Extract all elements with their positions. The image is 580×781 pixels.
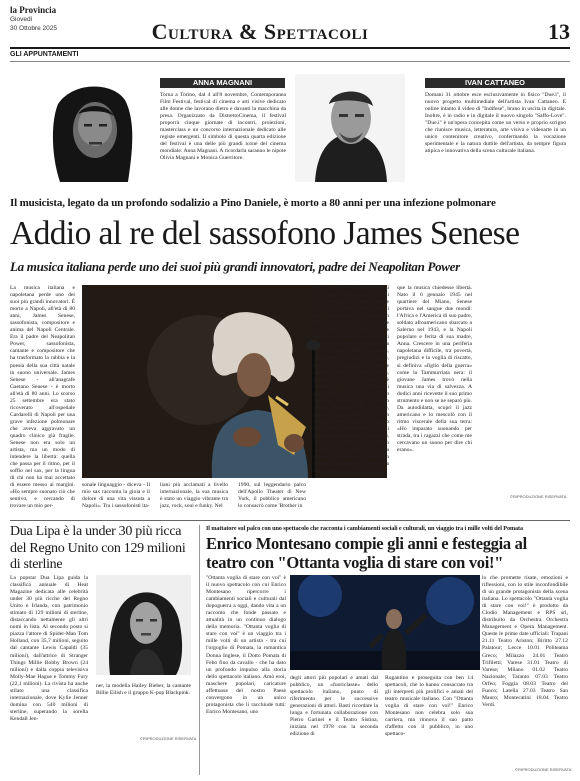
anna-magnani-photo [40, 74, 145, 182]
subsection-rule [10, 61, 570, 62]
page-number: 13 [548, 19, 570, 44]
anna-magnani-text: Torna a Torino, dal 4 all'8 novembre, Contemporanea Film Festival, festival di cinema e arti visive dedicato alle donne che lavorano dietro e davanti la macchina da presa. Organizzato da DistrettoCinema, il festival proporrà cinque giornate di incontri, proiezioni, masterclass e un concorso internazionale dedicato alle registe emergenti. Il simbolo di questa quarta edizione del festival è una delle più grandi icone del cinema mondiale: Anna Magnani. A ricordarla saranno le nipote Olivia Magnani e Monica Guerritore. [160, 92, 286, 162]
dua-lipa-text-2: ner, la modella Hailey Bieber, la cantante Billie Eilish e il gruppo K-pop Blackpink. [96, 683, 191, 697]
montesano-column-2-bottom: degli attori più popolari e amati dal pubblico, un «fuoriclasse» dello spettacolo italiano, punto di riferimento per le successive generazioni di attori. Basti ricordare la lunga e fortunata collaborazione con Pietro Garinei e il Teatro Sistina, iniziata nel 1978 con la seconda edizione di [290, 675, 378, 738]
main-article-bottom-rule [10, 520, 570, 521]
montesano-headline: Enrico Montesano compie gli anni e festeggia al teatro con "Ottanta voglia di stare con voi!" [206, 534, 527, 572]
main-article-column-5: Soul', un titolo riservato solo ai veri giganti della musica. Negli anni Sessanta e Settanta Senese fu uno dei protagonisti assoluti del movimento Neapolitan Power, la rivoluzione musicale che fuse radici partenopee e sonorità afroamericane. In quegli anni fondò gruppi entrati nella storia come The Showmen, Showmen 2 e Napoli Centrale, band di cui era tuttora leader e anima creativa. La sua carriera, lunga e ricca di successi, è costellata di collaborazioni prestigiose: da Gil Evans a Bob Marley, da Ornette Coleman all'Art Ensemble of Chicago, passando per Lester Bowie, Don Moye, Steve Thorton, Roberto De Simone, Pino Daniele (a cui fu legato da un lungo sodalizio), Tullio De Piscopo ed Enzo Avitabile. Un artista che ha saputo far dialogare Napoli con il mondo, portando il suo sax e la sua anima ovun- [314, 285, 389, 475]
header-rule [10, 47, 570, 49]
montesano-column-1: "Ottanta voglia di stare con voi" è il nuovo spettacolo con cui Enrico Montesano ripercorre i cambiamenti sociali e culturali dal dopoguerra a oggi, dando vita a un racconto che fonde passato e attualità in un continuo dialogo della memoria. "Ottanta voglia di stare con voi" è un viaggio tra i mille volti di un artista - tra cui l'orgoglio di Pomata, la romantica Donna Inglese, il Dotto Pomata di Febo fino da cavallo - che ha dato un profondo impulso alla storia dello spettacolo italiano. Amò eroi, maschere popolari, caricature affettuose del nostro Paese convergono in un unico protagonista che li racchiude tutti: Enrico Montesano, uno [206, 575, 286, 715]
dua-lipa-photo [96, 575, 191, 675]
issue-date: 30 Ottobre 2025 [10, 25, 57, 32]
masthead [10, 5, 570, 45]
main-article-headline: Addio al re del sassofono James Senese [10, 215, 520, 252]
main-article-kicker: Il musicista, legato da un profondo sodalizio a Pino Daniele, è morto a 80 anni per una infezione polmonare [10, 197, 496, 209]
main-article-column-6: que la musica chiedesse libertà. Nato il 6 gennaio 1945 nel quartiere del Miano, Senese portava nel sangue due mondi: l'Africa e l'America di suo padre, soldato afroamericano sbarcato a Salerno nel 1943, e la Napoli popolare e ferita di sua madre, Anna. Crescere in una periferia napoletana difficile, tra povertà, pregiudizi e la voglia di riscatto, si definiva «figlio della guerra» come la Tammurriata nera: il giovane James trovò nella musica una via di salvezza. A dodici anni ricevette il suo primo strumento e non se ne separò più. Da autodidatta, scoprì il jazz americano e lo mescolò con il ritmo viscerale della sua terra: «Ho imparato suonando per strada, tra i ragazzi che come me cercavano un suono per dire chi erano». [397, 285, 472, 454]
dua-lipa-headline: Dua Lipa è la under 30 più ricca del Regno Unito con 129 milioni di sterline [10, 524, 186, 572]
main-article-subhead: La musica italiana perde uno dei suoi più grandi innovatori, padre dei Neapolitan Power [10, 259, 460, 274]
montesano-kicker: Il mattatore sul palco con uno spettacolo che racconta i cambiamenti sociali e culturali, un viaggio tra i mille volti del Pomata [206, 525, 523, 532]
montesano-column-3-bottom: Rugantino e proseguita con ben 14 spettacoli, che lo hanno consacrato tra gli interpreti più prolifici e amati del teatro musicale italiano. Con "Ottanta voglia di stare con voi!" Enrico Montesano non celebra solo sua carriera, ma rinnova il suo patto d'affetto con il pubblico, in uno spettaco- [385, 675, 473, 738]
montesano-credit: ©RIPRODUZIONE RISERVATA [515, 767, 572, 772]
dua-lipa-text: La popstar Dua Lipa guida la classifica annuale di Heat Magazine dedicata alle celebrità under 30 più ricche del Regno Unito e Irlanda, con patrimonio stimato di 129 milioni di sterline, distaccando nettamente gli altri nomi in lista. Al secondo posto si piazza l'attore di Spider-Man Tom Holland, con 35,7 milioni, seguito dal cantante Lewis Capaldi (35 milioni), dall'attrice di Stranger Things Millie Bobby Brown (24 milioni) e dalla coppia televisiva Molly-Mae Hague e Tommy Fury (22,1 milioni). La rivista ha anche stilato una classifica internazionale, dove Kylie Jenner domina con 540 milioni di sterline, superando la sorella Kendall Jen- [10, 575, 88, 722]
column-divider [199, 525, 200, 775]
issue-day: Giovedì [10, 16, 33, 23]
main-article-column-3-bottom: liani più acclamati a livello internazionale, la sua musica è stato un viaggio vibrante tra jazz, rock, soul e funky. Nel [160, 482, 228, 510]
main-article-credit: ©RIPRODUZIONE RISERVATA [510, 494, 567, 499]
ivan-cattaneo-photo [295, 74, 405, 182]
subsection-label: GLI APPUNTAMENTI [10, 51, 79, 58]
main-article-column-2-bottom: sonale linguaggio - diceva - Il mio sax racconta la gioia e il dolore di una vita vissuta a Napoli». Tra i sassofonisti ita- [82, 482, 150, 510]
dua-lipa-credit: ©RIPRODUZIONE RISERVATA [140, 736, 197, 741]
ivan-cattaneo-label: IVAN CATTANEO [425, 78, 565, 88]
ivan-cattaneo-text: Domani 31 ottobre esce esclusivamente in fisico "Due.i", il nuovo progetto multimediale dell'artista Ivan Cattaneo. E online intanto il video di "Indifese", brano in uscita in digitale. Inoltre, è in radio e in digitale il nuovo singolo "Saffo-Love". "Due.i" è un'opera concepita come un verso e proprio scrigno che riunisce musica, letteratura, arte visiva e videoarte in un unico contenitore creativo, confermando la vocazione sperimentale e la natura duttile dell'artista, da sempre figura atipica e innovativa della scena culturale italiana. [425, 92, 566, 155]
enrico-montesano-photo [290, 575, 480, 670]
main-article-column-4-bottom: 1990, sul leggendario palco dell'Apollo Theater di New York, il pubblico americano lo consacrò come 'Brother in [238, 482, 306, 510]
montesano-column-4: lo che promette risate, emozioni e riflessioni, con lo stile inconfondibile di un grande protagonista della scena italiana. Lo spettacolo "Ottanta voglia di stare con voi!" è prodotto da Clodio Management e RPS srl, distribuito da Orchestra Orchestra Management e Opera Management. Queste le prime date ufficiali: Trapani 21.11 Teatro Ariston; Biritto 27.12 Palatour; Lecce 10.01 Politeama Greco; Milazzo 24.01 Teatro Trifiletti; Varese 31.01 Teatro di Varese; Milano 01.02 Teatro Nazionale; Taranto 07.03 Teatro Orfeo; Foggia 08.03 Teatro del Fuoco; Latella 27.03 Teatro San Mauro; Montecatini 18.04 Teatro Verdi. [482, 575, 568, 708]
anna-magnani-label: ANNA MAGNANI [160, 78, 285, 88]
section-title: Cultura & Spettacoli [151, 19, 369, 44]
main-article-column-1: La musica italiana e napoletana perde uno dei suoi più grandi innovatori. È morto a Napoli, all'età di 80 anni, James Senese, sassofonista, compositore e anima del Napoli Centrale. Era il padre del Neapolitan Power, sassofonista, cantante e compositore che ha trasformato la rabbia e la poesia della sua città natale in suono universale. James Senese - all'anagrafe Gaetano Senese - è morto all'età di 80 anni. Lo scorso 25 settembre era stato ricoverato all'ospedale Cardarelli di Napoli per una grave infezione polmonare che aveva aggravato un quadro clinico già fragile. Senese non era solo un artista, ma un modo di intendere la libertà: quella che passa per il ritmo, per il soffio nel sax, per la lingua di chi non ha mai accettato di essere messo ai margini. «Ho sempre suonato ciò che sentivo, e cercando di trovare un mio per- [10, 285, 75, 510]
brand-logo: la Provincia [10, 5, 57, 15]
